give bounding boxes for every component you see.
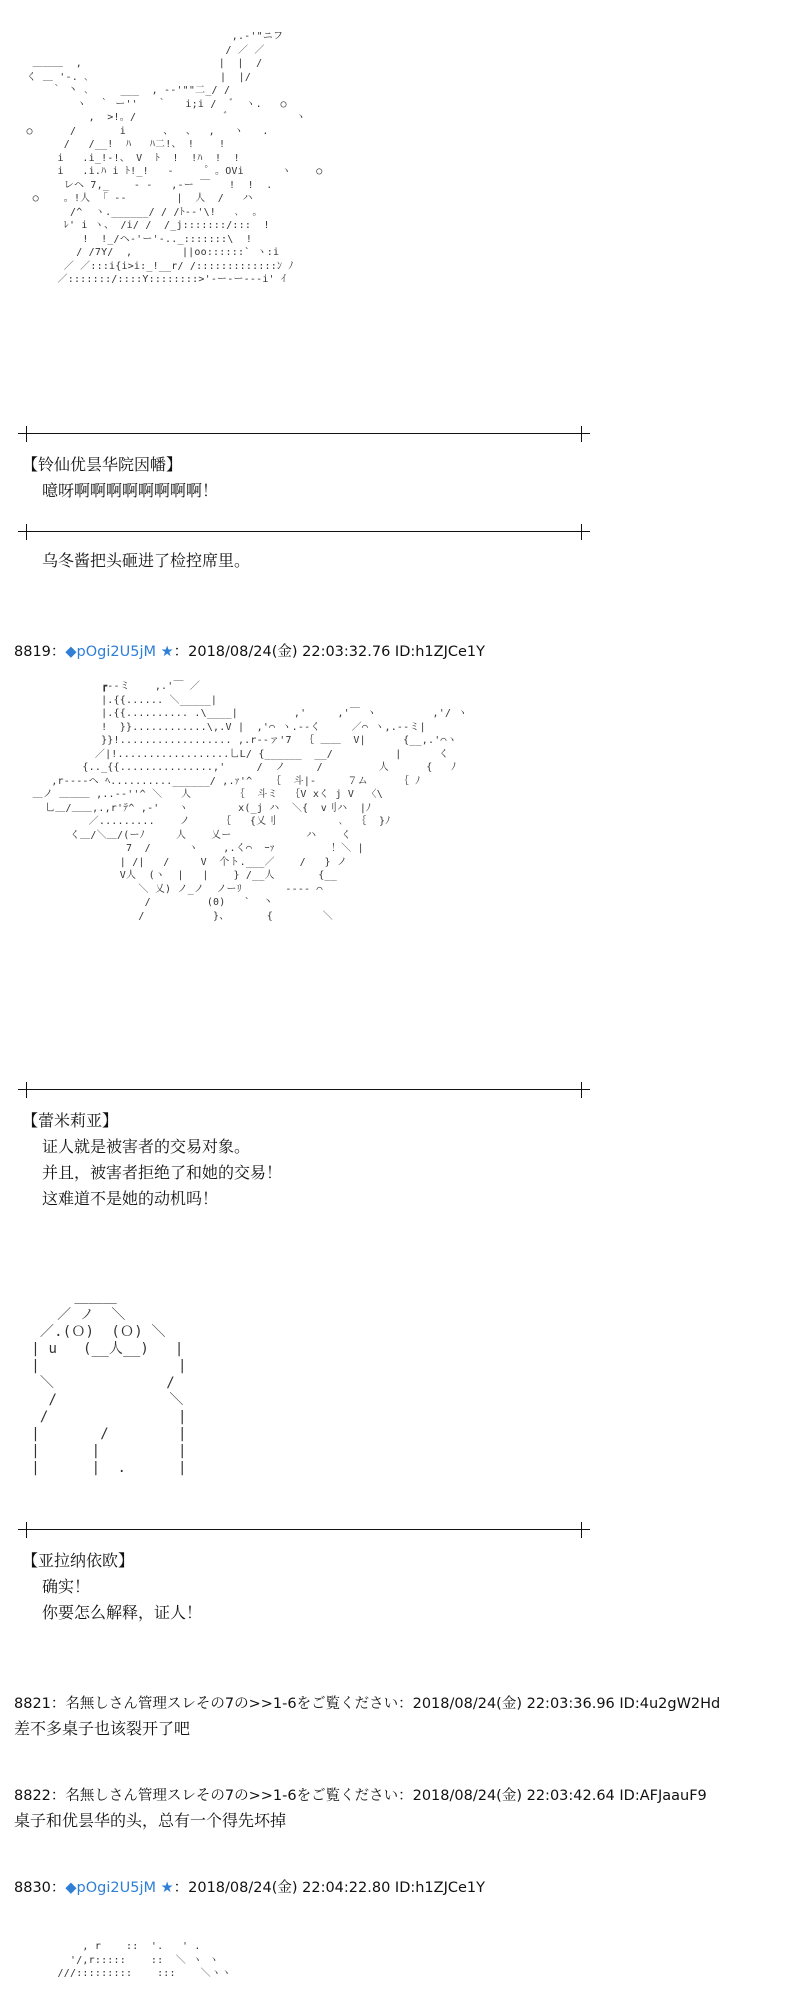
speaker-name: 【铃仙优昙华院因幡】 — [22, 455, 183, 474]
dialogue-line: 噫呀啊啊啊啊啊啊啊啊！ — [42, 481, 219, 500]
dialogue-line: 这难道不是她的动机吗！ — [42, 1189, 219, 1208]
post-header: 8821：名無しさん管理スレその7の>>1-6をご覧ください：2018/08/24(金) 22:03:36.96 ID:4u2gW2Hd — [14, 1696, 721, 1712]
dialogue-line: 证人就是被害者的交易对象。 — [42, 1137, 251, 1156]
ascii-art-reisen: ,.-'"ニフ / ／ ／ ＿＿＿ , | | / く ＿ '-. ､ | |/ ｀ 丶 ､ ___ , -‐'""二_/ / ヽ ｀ ー'' ｀ i;i / ゛ ヽ. ○ , >!。/ ゛ ヽ ○ / i 、 、 , ヽ . / /__! ﾊ ﾊ二!、 ! ! i .i_!-!、 V ﾄ ! !ﾊ ! ! i .i.ﾊ i ﾄ!_! ‐ ゜。OVi ヽ ○ レヘ 7,_ ‐ ‐ ,‐ー ￣ ! ! . ○ 。!人 ｢ ‐‐ | 人 / ハ /^ ヽ.______/ / /ﾄ-‐'\! ､ 。 ﾚ' i ヽ、 /i/ / /_j:::::::/::: ! ! !_/ヘ-'ー'-.._:::::::\ ! / /7Y/ , ||oo::::::` ヽ:i ／ ／:::i{i>i:_!__r/ /:::::::::::::ﾝ ﾉ ／:::::::/::::Y::::::::>'-ー‐ー‐‐-i' ｲ — [26, 31, 323, 285]
poster-trip[interactable]: ◆pOgi2U5jM ★ — [65, 1880, 174, 1896]
ascii-art-remilia-scene: ┏--ミ ,.'￣ ／ |.{{...... ＼_____| |.{{.......... .\____| ,' ,'￣ ヽ ,'/ ヽ ! }}............\,.V | ,'⌒ ヽ.--く ／⌒ ヽ,.--ミ| }}!.................. ,.r-‐ァ'7 ｛ ＿＿ V| {__,.'⌒ヽ ／|!..................乚L/ {______ __/ | く {.._{{...............,' / ノ / 人 { ﾉ ,r‐‐‐-ヘ ﾍ..........______/ ,.ｧ'^ ｛ 斗|- ７ム ｛ ﾉ ＿ノ ＿＿＿ ,..--''^ ＼ 人 ｛ 斗ミ ｛V xく j V 〈\ 乚＿/＿＿,.,r'ﾃ^ ,‐' ヽ x(_j ハ ＼{ v刂ハ |ﾉ ／......... ノ ｛ {乂刂 ､ ｛ }ﾉ く＿/＼＿/(ーﾉ 人 乂ー ハ く 7 / ヽ ,.く⌒ ｰｧ ！＼ | | /| / V 个ト.___／ / } ノ V人 (ヽ | | } /__人 {__ ＼ 乂) ノ_ノ ノーﾘ ‐‐‐‐ ⌒ / (0) ` 丶 / }、 { ＼ — [32, 681, 468, 922]
speaker-name: 【蕾米莉亚】 — [22, 1111, 119, 1130]
post-meta: ：2018/08/24(金) 22:03:32.76 ID:h1ZJCe1Y — [173, 644, 485, 660]
ascii-art-face: ＿＿＿ ／ ノ ＼ ／.(Ｏ) (Ｏ) ＼ | u (__人__) | | | ＼ / / ＼ / | | / | | | | | | . | — [31, 1290, 187, 1476]
dialogue-line: 并且，被害者拒绝了和她的交易！ — [42, 1163, 283, 1182]
dialogue-line: 你要怎么解释，证人！ — [42, 1603, 203, 1622]
post-meta: ：2018/08/24(金) 22:04:22.80 ID:h1ZJCe1Y — [173, 1880, 485, 1896]
speaker-name: 【亚拉纳依欧】 — [22, 1551, 135, 1570]
ascii-art-partial: , r :: '. ' . '/,r::::: :: ＼ ヽ ヽ ///::::::::: ::: ＼ヽヽ — [57, 1941, 232, 1979]
post-body: 桌子和优昙华的头，总有一个得先坏掉 — [14, 1811, 287, 1830]
dialogue-line: 确实！ — [42, 1577, 91, 1596]
scene-divider — [18, 1522, 590, 1538]
poster-trip[interactable]: ◆pOgi2U5jM ★ — [65, 644, 174, 660]
scene-divider — [18, 426, 590, 442]
post-header: 8822：名無しさん管理スレその7の>>1-6をご覧ください：2018/08/24(金) 22:03:42.64 ID:AFJaauF9 — [14, 1788, 707, 1804]
narration-line: 乌冬酱把头砸进了检控席里。 — [42, 551, 251, 570]
post-number: 8819： — [14, 644, 66, 660]
post-header — [14, 1876, 485, 1897]
post-header — [14, 640, 485, 661]
post-number: 8830： — [14, 1880, 66, 1896]
post-body: 差不多桌子也该裂开了吧 — [14, 1719, 191, 1738]
scene-divider — [18, 524, 590, 540]
scene-divider — [18, 1082, 590, 1098]
